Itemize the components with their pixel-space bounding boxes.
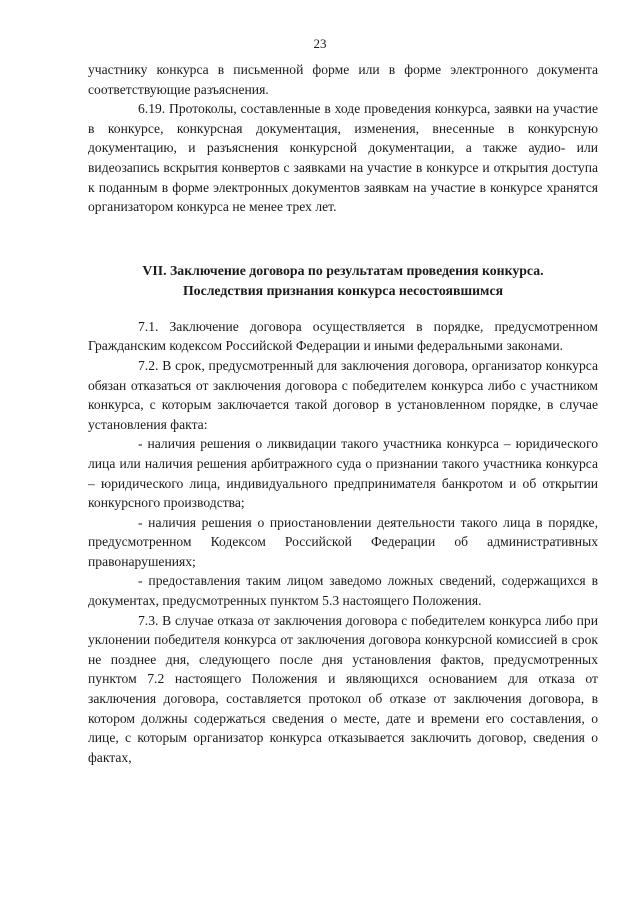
paragraph-7-1: 7.1. Заключение договора осуществляется в порядке, предусмотренном Гражданским кодексом Российской Федерации и иными федеральными законами. — [88, 318, 598, 354]
paragraph-7-3: 7.3. В случае отказа от заключения договора с победителем конкурса либо при уклонении победителя конкурса от заключения договора конкурсной комиссией в срок не позднее дня, следующего после дня установления фактов, предусмотренных пунктом 7.2 настоящего Положения и являющихся основанием для отказа от заключения договора, составляется протокол об отказе от заключения договора, в котором должны содержаться сведения о месте, дате и времени его составления, о лице, с которым организатор конкурса отказывается заключить договор, сведения о фактах, — [88, 612, 598, 765]
document-body — [88, 60, 598, 767]
section-heading — [88, 261, 598, 301]
page-number: 23 — [313, 36, 327, 51]
list-item-suspension: - наличия решения о приостановлении деятельности такого лица в порядке, предусмотренном Кодексом Российской Федерации об административных правонарушениях; — [88, 514, 598, 569]
list-item-false-info: - предоставления таким лицом заведомо ложных сведений, содержащихся в документах, предусмотренных пунктом 5.3 настоящего Положения. — [88, 573, 598, 609]
list-item-liquidation: - наличия решения о ликвидации такого участника конкурса – юридического лица или наличия решения арбитражного суда о признании такого участника конкурса – юридического лица, индивидуального предпринимателя банкротом и об открытии конкурсного производства; — [88, 436, 598, 511]
section-heading-line2: Последствия признания конкурса несостоявшимся — [182, 282, 504, 298]
paragraph-7-2: 7.2. В срок, предусмотренный для заключения договора, организатор конкурса обязан отказаться от заключения договора с победителем конкурса либо с участником конкурса, с которым заключается такой договор в установленном порядке, в случае установления факта: — [88, 357, 598, 432]
paragraph-6-19: 6.19. Протоколы, составленные в ходе проведения конкурса, заявки на участие в конкурсе, конкурсная документация, изменения, внесенные в конкурсную документацию, и разъяснения конкурсной документации, а также аудио- или видеозапись вскрытия конвертов с заявками на участие в конкурсе и открытия доступа к поданным в форме электронных документов заявкам на участие в конкурсе хранятся организатором конкурса не менее трех лет. — [88, 101, 598, 215]
paragraph-continuation: участнику конкурса в письменной форме или в форме электронного документа соответствующие разъяснения. — [88, 62, 598, 97]
section-heading-line1: VII. Заключение договора по результатам проведения конкурса. — [142, 262, 544, 278]
